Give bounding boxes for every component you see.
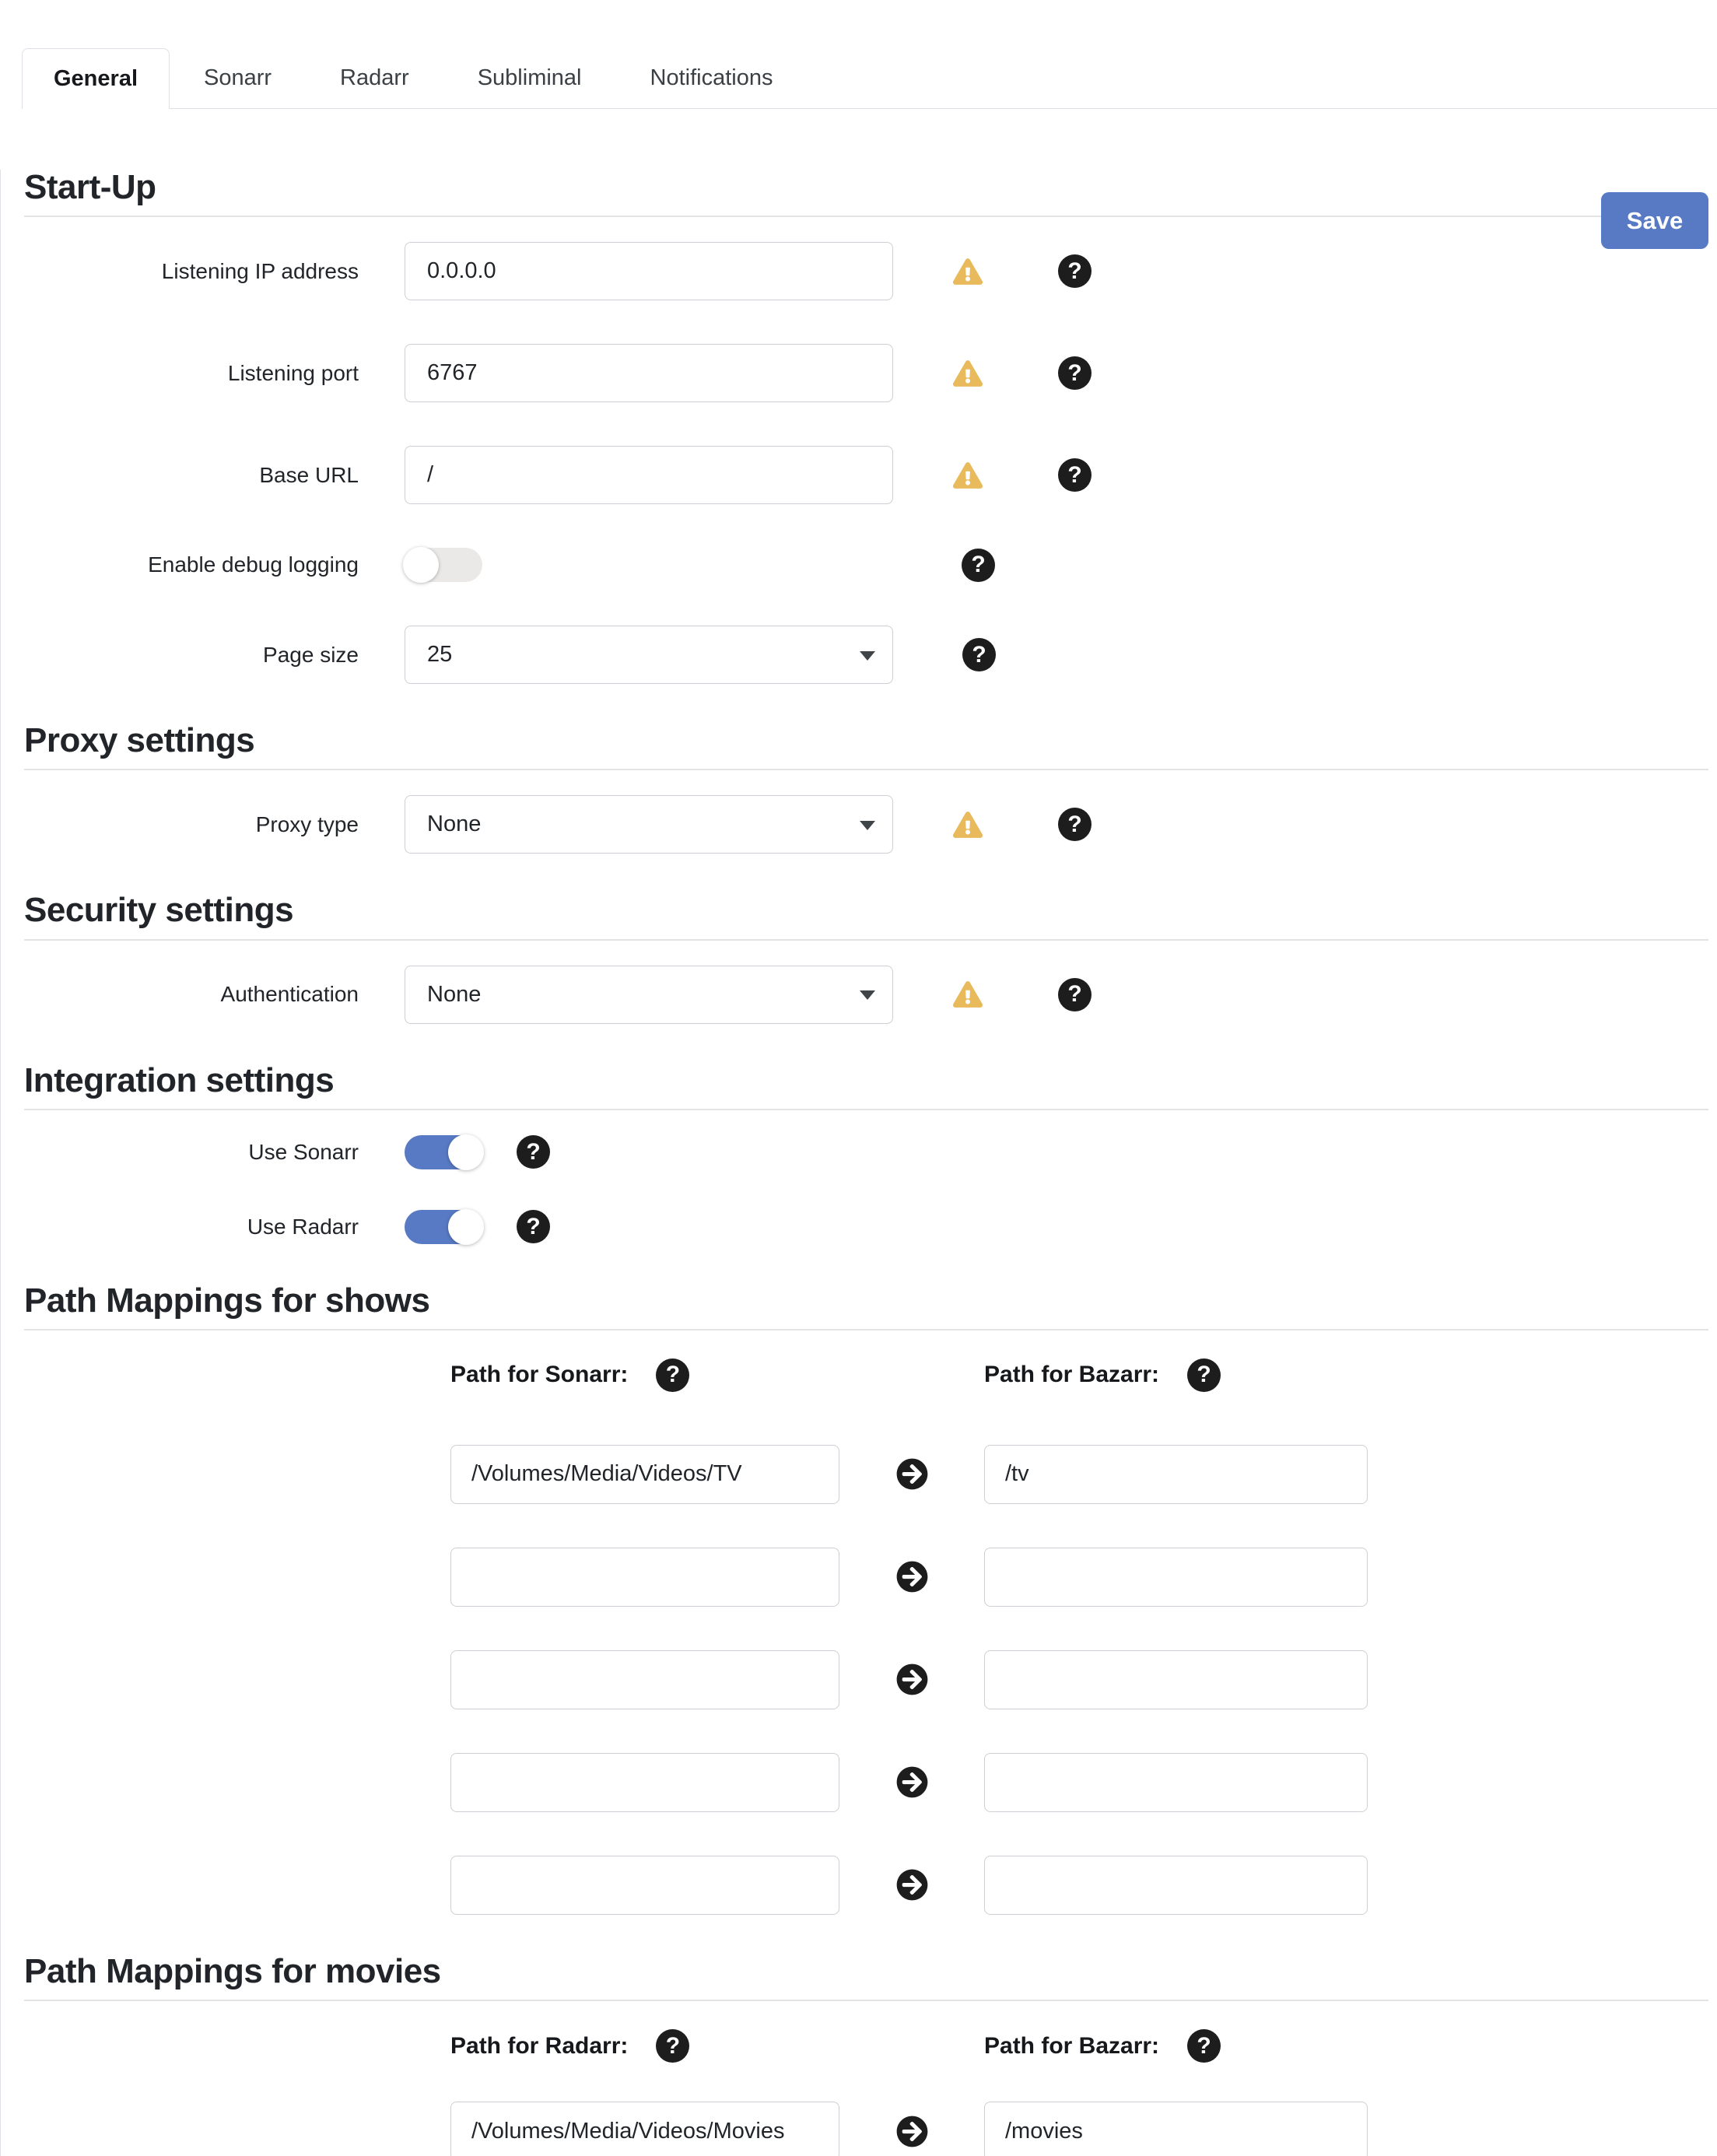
warning-icon <box>953 360 983 387</box>
section-title-proxy: Proxy settings <box>24 721 255 760</box>
tab-notifications[interactable]: Notifications <box>650 65 773 90</box>
base-url-label: Base URL <box>259 462 359 487</box>
save-button[interactable]: Save <box>1601 192 1708 249</box>
path-mapping-row <box>450 1753 1708 1812</box>
section-title-integration: Integration settings <box>24 1060 335 1099</box>
section-rule <box>24 939 1708 941</box>
arrow-right-icon <box>839 1458 984 1490</box>
debug-logging-toggle[interactable] <box>405 548 482 582</box>
settings-tab-bar <box>22 48 1717 109</box>
warning-icon <box>953 981 983 1008</box>
help-icon[interactable]: ? <box>1058 458 1092 492</box>
path-for-sonarr-header: Path for Sonarr: <box>450 1362 629 1388</box>
chevron-down-icon <box>860 990 875 1000</box>
bazarr-path-input[interactable] <box>984 1445 1368 1504</box>
path-for-bazarr-header: Path for Bazarr: <box>984 2032 1160 2059</box>
help-icon[interactable]: ? <box>1187 1358 1221 1392</box>
field-row-listening-port <box>24 344 1708 402</box>
field-row-use-sonarr <box>24 1135 1708 1169</box>
path-mapping-row <box>450 1445 1708 1504</box>
help-icon[interactable]: ? <box>1058 356 1092 390</box>
tab-radarr[interactable]: Radarr <box>340 65 409 90</box>
warning-icon <box>953 812 983 838</box>
chevron-down-icon <box>860 651 875 661</box>
toggle-knob <box>448 1209 484 1245</box>
bazarr-path-input[interactable] <box>984 1650 1368 1709</box>
tab-subliminal[interactable]: Subliminal <box>477 65 582 90</box>
use-sonarr-label: Use Sonarr <box>248 1139 359 1164</box>
help-icon[interactable]: ? <box>1187 2029 1221 2063</box>
use-radarr-label: Use Radarr <box>247 1214 359 1239</box>
path-for-bazarr-header: Path for Bazarr: <box>984 1362 1160 1388</box>
listening-ip-input[interactable] <box>405 242 893 300</box>
section-rule <box>24 1109 1708 1110</box>
page-size-label: Page size <box>263 642 359 667</box>
path-mapping-row <box>450 2102 1708 2156</box>
toggle-knob <box>448 1134 484 1170</box>
help-icon[interactable]: ? <box>656 1358 689 1392</box>
page-size-value: 25 <box>427 642 453 668</box>
help-icon[interactable]: ? <box>1058 808 1092 841</box>
field-row-proxy-type <box>24 795 1708 854</box>
listening-port-input[interactable] <box>405 344 893 402</box>
use-sonarr-toggle[interactable] <box>405 1135 482 1169</box>
base-url-input[interactable] <box>405 446 893 504</box>
section-title-path-mappings-shows: Path Mappings for shows <box>24 1281 430 1320</box>
help-icon[interactable]: ? <box>517 1210 550 1243</box>
help-icon[interactable]: ? <box>517 1135 550 1169</box>
field-row-listening-ip <box>24 242 1708 300</box>
arrow-right-icon <box>839 1766 984 1798</box>
bazarr-path-input[interactable] <box>984 1753 1368 1812</box>
use-radarr-toggle[interactable] <box>405 1210 482 1244</box>
help-icon[interactable]: ? <box>1058 978 1092 1011</box>
arrow-right-icon <box>839 1869 984 1901</box>
section-title-path-mappings-movies: Path Mappings for movies <box>24 1951 441 1990</box>
path-mappings-shows-header <box>450 1358 1708 1392</box>
field-row-base-url <box>24 446 1708 504</box>
listening-ip-label: Listening IP address <box>161 258 359 283</box>
top-spacer <box>0 0 1717 48</box>
arrow-right-icon <box>839 1561 984 1593</box>
path-for-radarr-header: Path for Radarr: <box>450 2032 629 2059</box>
path-mapping-row <box>450 1548 1708 1607</box>
warning-icon <box>953 462 983 489</box>
help-icon[interactable]: ? <box>962 549 995 582</box>
section-title-security: Security settings <box>24 891 294 930</box>
proxy-type-value: None <box>427 812 482 837</box>
section-title-startup: Start-Up <box>24 168 156 206</box>
section-rule <box>24 216 1708 217</box>
tab-sonarr[interactable]: Sonarr <box>204 65 272 90</box>
path-mapping-row <box>450 1650 1708 1709</box>
bazarr-path-input[interactable] <box>984 1856 1368 1915</box>
field-row-use-radarr <box>24 1210 1708 1244</box>
chevron-down-icon <box>860 821 875 830</box>
section-rule <box>24 2000 1708 2001</box>
help-icon[interactable]: ? <box>1058 254 1092 288</box>
field-row-debug-logging <box>24 548 1708 582</box>
proxy-type-label: Proxy type <box>255 812 359 837</box>
path-mapping-row <box>450 1856 1708 1915</box>
section-rule <box>24 1329 1708 1330</box>
sonarr-path-input[interactable] <box>450 1856 839 1915</box>
sonarr-path-input[interactable] <box>450 1753 839 1812</box>
sonarr-path-input[interactable] <box>450 1445 839 1504</box>
proxy-type-select[interactable] <box>405 795 893 854</box>
debug-logging-label: Enable debug logging <box>148 552 359 577</box>
field-row-authentication <box>24 966 1708 1024</box>
arrow-right-icon <box>839 1663 984 1695</box>
toggle-knob <box>403 547 439 583</box>
authentication-label: Authentication <box>220 982 359 1007</box>
arrow-right-icon <box>839 2116 984 2147</box>
listening-port-label: Listening port <box>227 360 359 385</box>
help-icon[interactable]: ? <box>656 2029 689 2063</box>
field-row-page-size <box>24 626 1708 684</box>
sonarr-path-input[interactable] <box>450 1650 839 1709</box>
section-rule <box>24 769 1708 770</box>
sonarr-path-input[interactable] <box>450 1548 839 1607</box>
radarr-path-input[interactable] <box>450 2102 839 2156</box>
bazarr-path-input[interactable] <box>984 2102 1368 2156</box>
path-mappings-movies-header <box>450 2029 1708 2063</box>
authentication-select[interactable] <box>405 966 893 1024</box>
authentication-value: None <box>427 981 482 1007</box>
warning-icon <box>953 258 983 285</box>
general-settings-panel <box>0 170 1717 2156</box>
tab-general[interactable]: General <box>22 48 170 109</box>
bazarr-path-input[interactable] <box>984 1548 1368 1607</box>
help-icon[interactable]: ? <box>962 638 996 671</box>
page-size-select[interactable] <box>405 626 893 684</box>
